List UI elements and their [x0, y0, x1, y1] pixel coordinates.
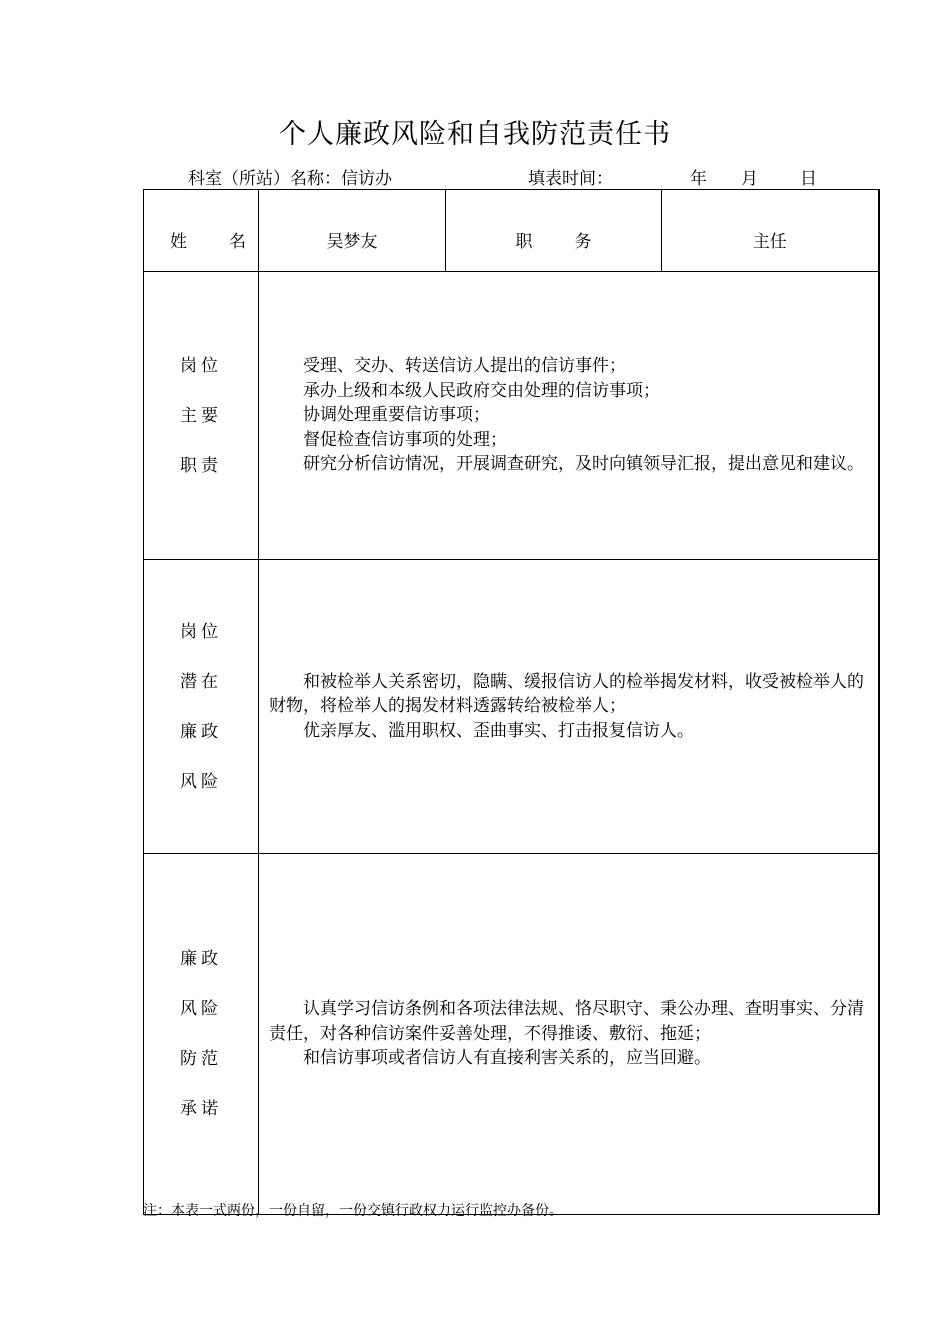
duties-label: 岗位 主要 职责: [144, 272, 259, 560]
responsibility-form-table: [143, 189, 880, 1215]
footnote: 注：本表一式两份，一份自留，一份交镇行政权力运行监控办备份。: [143, 1203, 563, 1219]
name-label-cell: [144, 190, 259, 272]
fill-time-label: 填表时间：: [528, 169, 613, 189]
risk-line: 优亲厚友、滥用职权、歪曲事实、打击报复信访人。: [303, 720, 694, 741]
position-value: 主任: [662, 190, 879, 272]
commitment-line: 认真学习信访条例和各项法律法规、恪尽职守、秉公办理、查明事实、分清责任，对各种信访案件妥善处理，不得推诿、敷衍、拖延；: [269, 999, 864, 1044]
department-field: 科室（所站）名称：信访办: [188, 169, 392, 189]
risks-row: [144, 560, 879, 854]
duties-row: [144, 272, 879, 560]
commitment-line: 和信访事项或者信访人有直接利害关系的，应当回避。: [303, 1048, 711, 1069]
name-label: 姓名: [170, 232, 246, 252]
risks-label: 岗位 潜在 廉政 风险: [144, 560, 259, 854]
duty-line: 受理、交办、转送信访人提出的信访事件；: [303, 356, 626, 377]
year-label: 年: [690, 169, 707, 189]
commitment-label: 廉政 风险 防范 承诺: [144, 854, 259, 1215]
duty-line: 督促检查信访事项的处理；: [303, 429, 507, 450]
duty-line: 研究分析信访情况，开展调查研究，及时向镇领导汇报，提出意见和建议。: [303, 454, 864, 475]
header-row: [144, 190, 879, 272]
name-value: 吴梦友: [259, 190, 446, 272]
position-label: 职务: [446, 190, 662, 272]
duty-line: 协调处理重要信访事项；: [303, 405, 490, 426]
duty-line: 承办上级和本级人民政府交由处理的信访事项；: [303, 380, 660, 401]
commitment-content: [259, 854, 879, 1215]
day-label: 日: [800, 169, 817, 189]
date-fields: [690, 164, 817, 189]
month-label: 月: [741, 169, 758, 189]
document-title: 个人廉政风险和自我防范责任书: [279, 119, 671, 150]
duties-content: [259, 272, 879, 560]
risk-line: 和被检举人关系密切，隐瞒、缓报信访人的检举揭发材料，收受被检举人的财物，将检举人的揭发材料透露转给被检举人；: [269, 671, 864, 717]
risks-content: [259, 560, 879, 854]
commitment-row: [144, 854, 879, 1215]
